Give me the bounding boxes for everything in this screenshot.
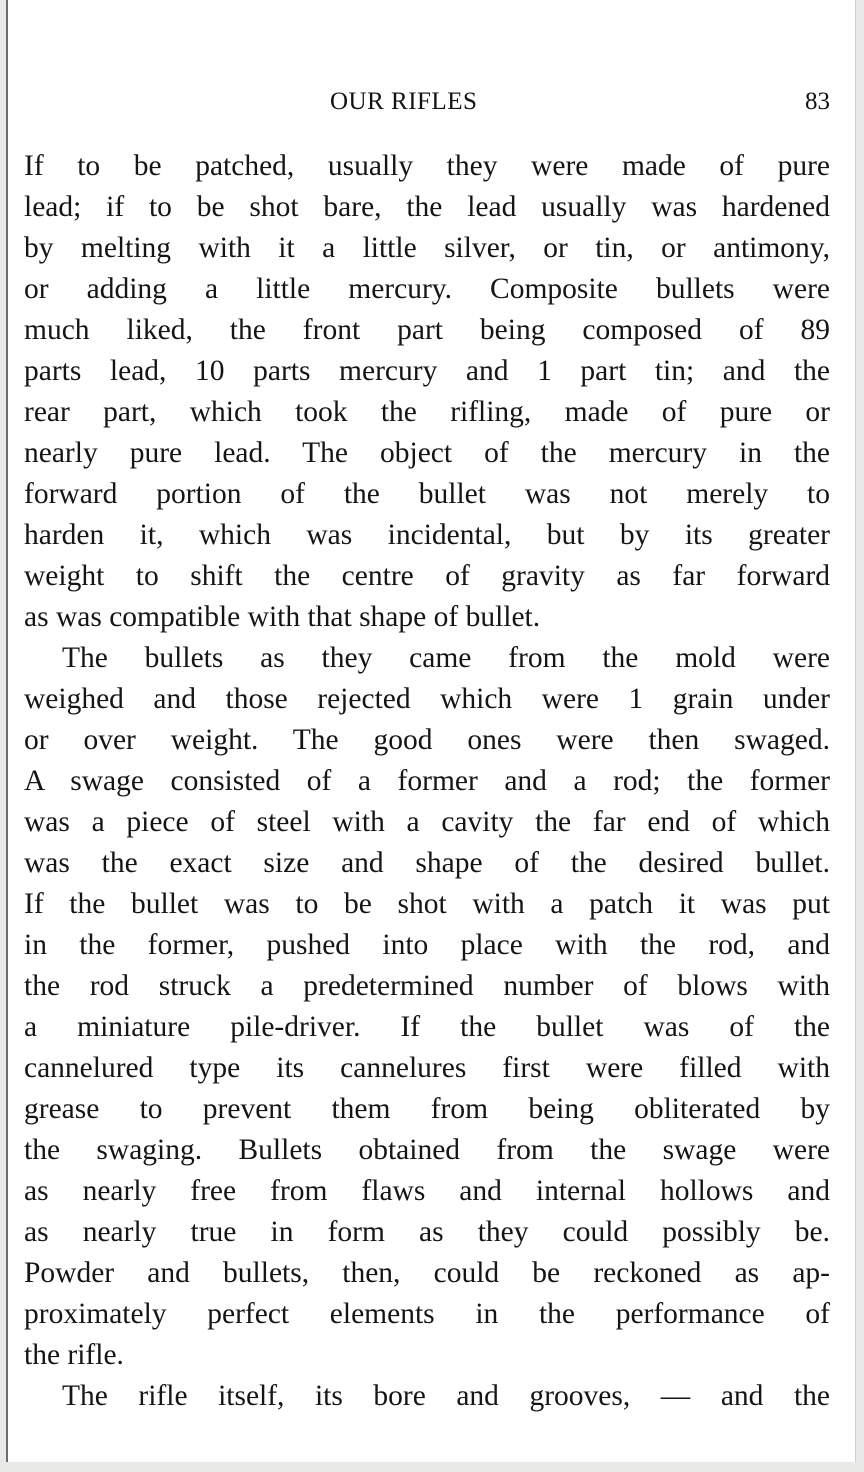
text-line: If to be patched, usually they were made of pure — [24, 150, 830, 182]
paragraph — [24, 1376, 830, 1417]
page-number: 83 — [805, 88, 830, 115]
paragraph — [24, 146, 830, 638]
text-line: in the former, pushed into place with the rod, and — [24, 929, 830, 961]
paragraph — [24, 638, 830, 1376]
text-line: the swaging. Bullets obtained from the swage were — [24, 1134, 830, 1166]
text-line: grease to prevent them from being obliterated by — [24, 1093, 830, 1125]
text-line: as nearly true in form as they could possibly be. — [24, 1216, 830, 1248]
text-line: a miniature pile-driver. If the bullet was of the — [24, 1011, 830, 1043]
text-line: nearly pure lead. The object of the mercury in the — [24, 437, 830, 469]
text-line: as was compatible with that shape of bullet. — [24, 601, 541, 633]
body-text — [24, 146, 830, 1417]
text-line: the rod struck a predetermined number of blows with — [24, 970, 830, 1002]
text-line: as nearly free from flaws and internal hollows and — [24, 1175, 830, 1207]
text-line: A swage consisted of a former and a rod; the former — [24, 765, 830, 797]
text-line: by melting with it a little silver, or tin, or antimony, — [24, 232, 830, 264]
text-line: weight to shift the centre of gravity as far forward — [24, 560, 830, 592]
text-line: or adding a little mercury. Composite bullets were — [24, 273, 830, 305]
text-line: forward portion of the bullet was not merely to — [24, 478, 830, 510]
text-line: lead; if to be shot bare, the lead usually was hardened — [24, 191, 830, 223]
book-page — [6, 0, 856, 1462]
text-line: was a piece of steel with a cavity the far end of which — [24, 806, 830, 838]
text-line: much liked, the front part being composed of 89 — [24, 314, 830, 346]
text-line: was the exact size and shape of the desired bullet. — [24, 847, 830, 879]
text-line: harden it, which was incidental, but by its greater — [24, 519, 830, 551]
text-line: cannelured type its cannelures first were filled with — [24, 1052, 830, 1084]
page-header — [8, 88, 856, 124]
text-line: rear part, which took the rifling, made of pure or — [24, 396, 830, 428]
text-line: weighed and those rejected which were 1 grain under — [24, 683, 830, 715]
text-line: The bullets as they came from the mold were — [62, 642, 830, 674]
text-line: proximately perfect elements in the performance of — [24, 1298, 830, 1330]
text-line: Powder and bullets, then, could be reckoned as ap- — [24, 1257, 830, 1289]
running-head: OUR RIFLES — [330, 88, 478, 115]
text-line: The rifle itself, its bore and grooves, — and the — [62, 1380, 830, 1412]
text-line: the rifle. — [24, 1339, 124, 1371]
text-line: or over weight. The good ones were then swaged. — [24, 724, 830, 756]
text-line: parts lead, 10 parts mercury and 1 part tin; and the — [24, 355, 830, 387]
text-line: If the bullet was to be shot with a patch it was put — [24, 888, 830, 920]
